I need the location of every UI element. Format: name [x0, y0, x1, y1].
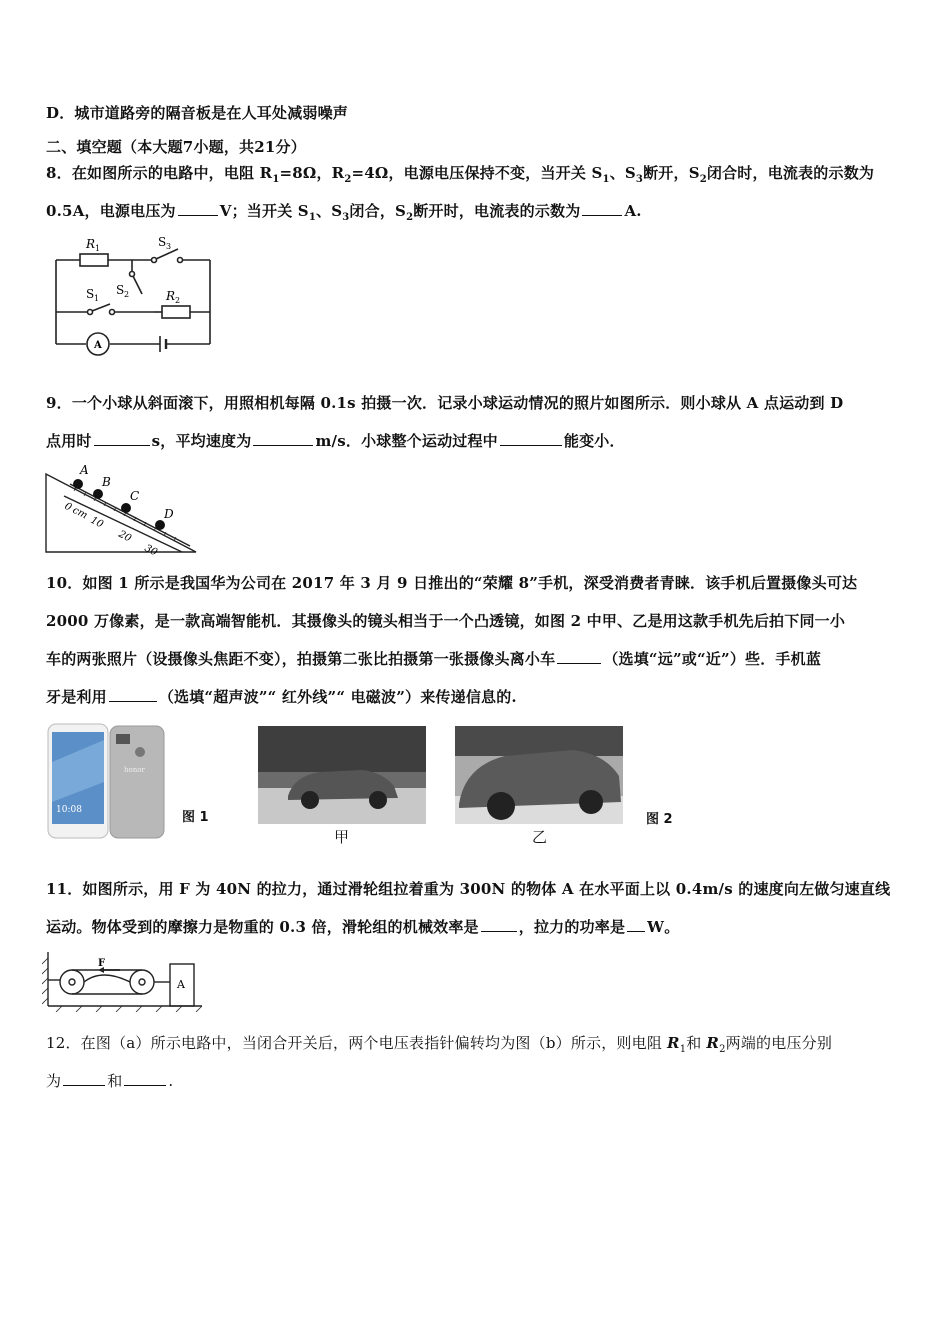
- svg-text:A: A: [80, 463, 89, 477]
- car-photo-yi: [455, 726, 623, 824]
- svg-text:R: R: [86, 237, 96, 251]
- answer-blank[interactable]: [178, 214, 218, 216]
- jia-caption: 甲: [334, 828, 350, 846]
- q11-line2: 运动。物体受到的摩擦力是物重的 0.3 倍，滑轮组的机械效率是 ，拉力的功率是 W。: [46, 918, 680, 936]
- svg-text:30: 30: [142, 542, 159, 559]
- svg-text:C: C: [130, 489, 140, 503]
- incline-diagram: [40, 460, 210, 560]
- svg-text:1: 1: [94, 294, 100, 303]
- svg-text:R: R: [166, 289, 176, 303]
- q12-line1: 12．在图（a）所示电路中，当闭合开关后，两个电压表指针偏转均为图（b）所示，则电阻 $R_1$和 $R_2$两端的电压分别: [46, 1034, 833, 1055]
- ball-d: [155, 520, 165, 530]
- svg-text:A: A: [94, 340, 102, 351]
- answer-blank[interactable]: [94, 444, 150, 446]
- answer-blank[interactable]: [557, 662, 601, 664]
- svg-text:honor: honor: [124, 766, 145, 774]
- svg-text:S: S: [86, 287, 95, 301]
- svg-text:D: D: [164, 507, 174, 521]
- answer-blank[interactable]: [582, 214, 622, 216]
- svg-text:S: S: [158, 235, 167, 249]
- svg-text:0: 0: [62, 500, 74, 514]
- fig2-caption: 图 2: [646, 812, 673, 827]
- q10-line3: 车的两张照片（设摄像头焦距不变），拍摄第二张比拍摄第一张摄像头离小车 （选填“远”或“近”）些．手机蓝: [46, 650, 822, 668]
- svg-text:10:08: 10:08: [56, 805, 82, 815]
- svg-text:3: 3: [166, 242, 172, 251]
- circuit-diagram: [50, 232, 220, 362]
- pulley-diagram: [42, 948, 208, 1012]
- svg-text:F: F: [98, 958, 106, 969]
- svg-text:1: 1: [95, 244, 101, 253]
- section-title: 二、填空题（本大题7小题，共21分）: [46, 138, 306, 156]
- svg-text:2: 2: [175, 296, 181, 305]
- svg-text:cm: cm: [70, 504, 90, 522]
- q10-line4: 牙是利用 （选填“超声波”“ 红外线”“ 电磁波”）来传递信息的.: [46, 688, 517, 706]
- car-photo-jia: [258, 726, 426, 824]
- svg-text:10: 10: [88, 514, 105, 531]
- option-d: D．城市道路旁的隔音板是在人耳处减弱噪声: [46, 104, 349, 122]
- fig1-caption: 图 1: [182, 810, 209, 825]
- answer-blank[interactable]: [253, 444, 313, 446]
- phone-image: [46, 722, 166, 840]
- resistor-r1: [80, 254, 108, 266]
- answer-blank[interactable]: [481, 930, 517, 932]
- svg-text:S: S: [116, 283, 125, 297]
- q10-line1: 10．如图 1 所示是我国华为公司在 2017 年 3 月 9 日推出的“荣耀 8”手机，深受消费者青睐．该手机后置摄像头可达: [46, 574, 858, 592]
- q10-line2: 2000 万像素，是一款高端智能机．其摄像头的镜头相当于一个凸透镜，如图 2 中甲、乙是用这款手机先后拍下同一小: [46, 612, 846, 630]
- answer-blank[interactable]: [63, 1084, 105, 1086]
- ball-b: [93, 489, 103, 499]
- q12-line2: 为 和 .: [46, 1072, 174, 1090]
- q9-line1: 9．一个小球从斜面滚下，用照相机每隔 0.1s 拍摄一次．记录小球运动情况的照片如图所示．则小球从 A 点运动到 D: [46, 394, 844, 412]
- ball-a: [73, 479, 83, 489]
- q8-line1: 8．在如图所示的电路中，电阻 $R_1=8\Omega$，$R_2=4\Omega$，电源电压保持不变，当开关 $S_1$、$S_3$断开，$S_2$闭合时，电流表的示数为: [46, 164, 875, 185]
- q8-line2: 0.5A，电源电压为 V；当开关 $S_1$、$S_3$闭合，$S_2$断开时，电流表的示数为 A.: [46, 202, 642, 223]
- svg-text:B: B: [102, 475, 111, 489]
- answer-blank[interactable]: [109, 700, 157, 702]
- q11-line1: 11．如图所示，用 F 为 40N 的拉力，通过滑轮组拉着重为 300N 的物体 A 在水平面上以 0.4m/s 的速度向左做匀速直线: [46, 880, 891, 898]
- svg-text:20: 20: [116, 528, 133, 545]
- ball-c: [121, 503, 131, 513]
- yi-caption: 乙: [532, 828, 548, 846]
- answer-blank[interactable]: [124, 1084, 166, 1086]
- q9-line2: 点用时 s，平均速度为 m/s．小球整个运动过程中 能变小．: [46, 432, 625, 450]
- svg-text:A: A: [177, 978, 185, 991]
- answer-blank[interactable]: [627, 930, 645, 932]
- answer-blank[interactable]: [500, 444, 562, 446]
- resistor-r2: [162, 306, 190, 318]
- svg-text:2: 2: [124, 290, 130, 299]
